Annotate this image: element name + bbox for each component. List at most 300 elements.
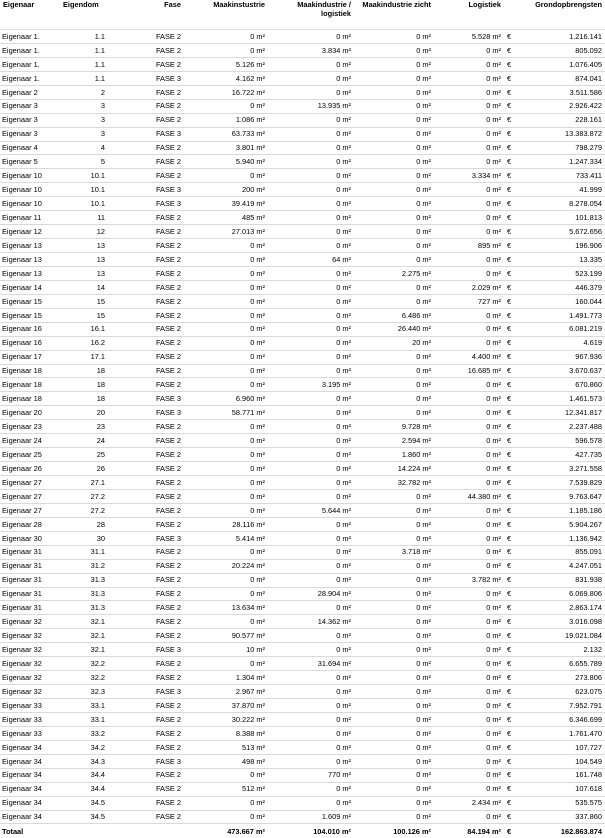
- header-maakindustrie: Maakinstustrie: [184, 0, 268, 30]
- cell-maakindustrie: 0 m²: [184, 489, 268, 503]
- cell-maakindustrie: 0 m²: [184, 420, 268, 434]
- cell-maakindustrie-logistiek: 0 m²: [268, 127, 354, 141]
- cell-fase: FASE 3: [108, 685, 184, 699]
- cell-currency: €: [504, 559, 524, 573]
- cell-property: 34.2: [60, 740, 108, 754]
- cell-owner: Eigenaar 16: [0, 322, 60, 336]
- table-row: [0, 531, 605, 545]
- cell-property: 27.1: [60, 476, 108, 490]
- cell-owner: Eigenaar 13: [0, 266, 60, 280]
- cell-logistiek: 0 m²: [434, 43, 504, 57]
- cell-property: 34.4: [60, 768, 108, 782]
- cell-fase: FASE 2: [108, 573, 184, 587]
- cell-owner: Eigenaar 32: [0, 685, 60, 699]
- cell-grondopbrengsten: 1.761.470: [524, 726, 605, 740]
- cell-logistiek: 0 m²: [434, 810, 504, 824]
- cell-currency: €: [504, 476, 524, 490]
- cell-maakindustrie-logistiek: 31.694 m²: [268, 657, 354, 671]
- cell-maakindustrie-logistiek: 14.362 m²: [268, 615, 354, 629]
- cell-maakindustrie-logistiek: 0 m²: [268, 57, 354, 71]
- cell-fase: FASE 2: [108, 155, 184, 169]
- cell-fase: FASE 3: [108, 71, 184, 85]
- cell-fase: FASE 2: [108, 113, 184, 127]
- cell-maakindustrie-zicht: 2.594 m²: [354, 434, 434, 448]
- cell-maakindustrie-logistiek: 0 m²: [268, 197, 354, 211]
- cell-fase: FASE 2: [108, 350, 184, 364]
- cell-logistiek: 895 m²: [434, 239, 504, 253]
- cell-owner: Eigenaar 34: [0, 768, 60, 782]
- cell-logistiek: 0 m²: [434, 462, 504, 476]
- cell-property: 24: [60, 434, 108, 448]
- cell-logistiek: 0 m²: [434, 211, 504, 225]
- cell-owner: Eigenaar 34: [0, 796, 60, 810]
- cell-grondopbrengsten: 733.411: [524, 169, 605, 183]
- cell-fase: FASE 2: [108, 545, 184, 559]
- cell-grondopbrengsten: 1.216.141: [524, 30, 605, 44]
- cell-maakindustrie-zicht: 0 m²: [354, 573, 434, 587]
- cell-maakindustrie: 1.086 m²: [184, 113, 268, 127]
- cell-maakindustrie-zicht: 0 m²: [354, 685, 434, 699]
- cell-currency: €: [504, 294, 524, 308]
- cell-maakindustrie-logistiek: 0 m²: [268, 225, 354, 239]
- cell-maakindustrie: 63.733 m²: [184, 127, 268, 141]
- cell-property: 14: [60, 280, 108, 294]
- total-label: Totaal: [0, 824, 60, 838]
- cell-maakindustrie-logistiek: 0 m²: [268, 392, 354, 406]
- cell-property: 31.1: [60, 545, 108, 559]
- cell-property: 32.1: [60, 643, 108, 657]
- table-row: [0, 462, 605, 476]
- cell-maakindustrie: 16.722 m²: [184, 85, 268, 99]
- cell-maakindustrie: 0 m²: [184, 322, 268, 336]
- cell-maakindustrie-zicht: 0 m²: [354, 392, 434, 406]
- cell-logistiek: 0 m²: [434, 754, 504, 768]
- cell-maakindustrie: 0 m²: [184, 768, 268, 782]
- header-property: Eigendom: [60, 0, 108, 30]
- cell-logistiek: 727 m²: [434, 294, 504, 308]
- cell-maakindustrie-logistiek: 0 m²: [268, 30, 354, 44]
- cell-owner: Eigenaar 3: [0, 99, 60, 113]
- cell-maakindustrie-zicht: 0 m²: [354, 615, 434, 629]
- table-row: [0, 239, 605, 253]
- cell-owner: Eigenaar 3: [0, 127, 60, 141]
- cell-grondopbrengsten: 4.247.051: [524, 559, 605, 573]
- cell-grondopbrengsten: 5.672.656: [524, 225, 605, 239]
- cell-logistiek: 0 m²: [434, 336, 504, 350]
- cell-logistiek: 2.434 m²: [434, 796, 504, 810]
- cell-grondopbrengsten: 427.735: [524, 448, 605, 462]
- cell-currency: €: [504, 531, 524, 545]
- cell-maakindustrie-logistiek: 0 m²: [268, 740, 354, 754]
- header-maakindustrie-zicht: Maakindustrie zicht: [354, 0, 434, 30]
- header-fase: Fase: [108, 0, 184, 30]
- cell-grondopbrengsten: 6.081.219: [524, 322, 605, 336]
- cell-fase: FASE 2: [108, 712, 184, 726]
- table-row: [0, 434, 605, 448]
- cell-owner: Eigenaar 32: [0, 629, 60, 643]
- cell-logistiek: 0 m²: [434, 85, 504, 99]
- cell-currency: €: [504, 378, 524, 392]
- cell-logistiek: 0 m²: [434, 685, 504, 699]
- cell-maakindustrie-logistiek: 770 m²: [268, 768, 354, 782]
- cell-owner: Eigenaar 28: [0, 517, 60, 531]
- cell-grondopbrengsten: 161.748: [524, 768, 605, 782]
- cell-maakindustrie-zicht: 0 m²: [354, 810, 434, 824]
- cell-maakindustrie-zicht: 20 m²: [354, 336, 434, 350]
- cell-owner: Eigenaar 32: [0, 657, 60, 671]
- cell-maakindustrie: 0 m²: [184, 169, 268, 183]
- cell-grondopbrengsten: 337.860: [524, 810, 605, 824]
- cell-maakindustrie-logistiek: 0 m²: [268, 406, 354, 420]
- table-row: [0, 406, 605, 420]
- cell-property: 32.2: [60, 657, 108, 671]
- cell-maakindustrie: 8.388 m²: [184, 726, 268, 740]
- table-row: [0, 685, 605, 699]
- cell-logistiek: 0 m²: [434, 141, 504, 155]
- cell-fase: FASE 2: [108, 671, 184, 685]
- table-body: [0, 30, 605, 824]
- cell-maakindustrie-logistiek: 0 m²: [268, 113, 354, 127]
- cell-fase: FASE 2: [108, 726, 184, 740]
- cell-grondopbrengsten: 3.016.098: [524, 615, 605, 629]
- cell-grondopbrengsten: 107.727: [524, 740, 605, 754]
- cell-maakindustrie-logistiek: 0 m²: [268, 155, 354, 169]
- cell-grondopbrengsten: 2.926.422: [524, 99, 605, 113]
- cell-currency: €: [504, 503, 524, 517]
- cell-maakindustrie-logistiek: 0 m²: [268, 476, 354, 490]
- cell-property: 16.2: [60, 336, 108, 350]
- cell-logistiek: 0 m²: [434, 392, 504, 406]
- cell-fase: FASE 2: [108, 768, 184, 782]
- cell-maakindustrie: 5.126 m²: [184, 57, 268, 71]
- table-row: [0, 280, 605, 294]
- cell-maakindustrie-zicht: 0 m²: [354, 559, 434, 573]
- cell-currency: €: [504, 85, 524, 99]
- cell-fase: FASE 2: [108, 657, 184, 671]
- cell-grondopbrengsten: 3.670.637: [524, 364, 605, 378]
- cell-maakindustrie: 0 m²: [184, 336, 268, 350]
- table-row: [0, 517, 605, 531]
- cell-maakindustrie-logistiek: 0 m²: [268, 350, 354, 364]
- cell-property: 20: [60, 406, 108, 420]
- table-row: [0, 643, 605, 657]
- cell-maakindustrie-logistiek: 0 m²: [268, 280, 354, 294]
- cell-grondopbrengsten: 13.383.872: [524, 127, 605, 141]
- cell-owner: Eigenaar 2: [0, 85, 60, 99]
- cell-logistiek: 0 m²: [434, 726, 504, 740]
- cell-maakindustrie-logistiek: 0 m²: [268, 559, 354, 573]
- cell-logistiek: 0 m²: [434, 657, 504, 671]
- cell-logistiek: 0 m²: [434, 503, 504, 517]
- cell-maakindustrie: 0 m²: [184, 280, 268, 294]
- cell-owner: Eigenaar 1.: [0, 30, 60, 44]
- cell-currency: €: [504, 322, 524, 336]
- cell-property: 28: [60, 517, 108, 531]
- cell-maakindustrie: 3.801 m²: [184, 141, 268, 155]
- cell-owner: Eigenaar 25: [0, 448, 60, 462]
- cell-owner: Eigenaar 16: [0, 336, 60, 350]
- cell-grondopbrengsten: 4.619: [524, 336, 605, 350]
- cell-grondopbrengsten: 7.539.829: [524, 476, 605, 490]
- table-row: [0, 754, 605, 768]
- cell-maakindustrie-logistiek: 0 m²: [268, 601, 354, 615]
- cell-maakindustrie-logistiek: 0 m²: [268, 294, 354, 308]
- cell-property: 1.1: [60, 30, 108, 44]
- cell-grondopbrengsten: 196.906: [524, 239, 605, 253]
- cell-currency: €: [504, 225, 524, 239]
- cell-currency: €: [504, 308, 524, 322]
- cell-grondopbrengsten: 12.341.817: [524, 406, 605, 420]
- cell-currency: €: [504, 699, 524, 713]
- cell-grondopbrengsten: 798.279: [524, 141, 605, 155]
- cell-currency: €: [504, 587, 524, 601]
- cell-maakindustrie-zicht: 0 m²: [354, 740, 434, 754]
- cell-owner: Eigenaar 4: [0, 141, 60, 155]
- cell-currency: €: [504, 113, 524, 127]
- cell-currency: €: [504, 796, 524, 810]
- cell-maakindustrie: 0 m²: [184, 503, 268, 517]
- cell-maakindustrie-zicht: 0 m²: [354, 782, 434, 796]
- cell-logistiek: 0 m²: [434, 155, 504, 169]
- cell-currency: €: [504, 545, 524, 559]
- cell-fase: FASE 2: [108, 85, 184, 99]
- cell-maakindustrie-logistiek: 28.904 m²: [268, 587, 354, 601]
- cell-maakindustrie: 0 m²: [184, 294, 268, 308]
- cell-fase: FASE 3: [108, 406, 184, 420]
- cell-maakindustrie: 0 m²: [184, 350, 268, 364]
- table-row: [0, 671, 605, 685]
- table-row: [0, 197, 605, 211]
- cell-maakindustrie-logistiek: 0 m²: [268, 671, 354, 685]
- cell-owner: Eigenaar 34: [0, 754, 60, 768]
- cell-maakindustrie: 4.162 m²: [184, 71, 268, 85]
- cell-property: 32.1: [60, 615, 108, 629]
- cell-logistiek: 0 m²: [434, 434, 504, 448]
- cell-grondopbrengsten: 1.185.186: [524, 503, 605, 517]
- cell-property: 31.3: [60, 587, 108, 601]
- cell-owner: Eigenaar 17: [0, 350, 60, 364]
- cell-maakindustrie: 6.960 m²: [184, 392, 268, 406]
- header-logistiek: Logistiek: [434, 0, 504, 30]
- cell-maakindustrie: 200 m²: [184, 183, 268, 197]
- cell-owner: Eigenaar 32: [0, 671, 60, 685]
- cell-maakindustrie-zicht: 0 m²: [354, 113, 434, 127]
- table-row: [0, 57, 605, 71]
- cell-maakindustrie-logistiek: 0 m²: [268, 796, 354, 810]
- cell-property: 2: [60, 85, 108, 99]
- cell-maakindustrie: 30.222 m²: [184, 712, 268, 726]
- cell-grondopbrengsten: 6.069.806: [524, 587, 605, 601]
- cell-owner: Eigenaar 14: [0, 280, 60, 294]
- cell-grondopbrengsten: 1.136.942: [524, 531, 605, 545]
- cell-grondopbrengsten: 831.938: [524, 573, 605, 587]
- cell-maakindustrie-zicht: 3.718 m²: [354, 545, 434, 559]
- cell-fase: FASE 2: [108, 336, 184, 350]
- cell-fase: FASE 2: [108, 364, 184, 378]
- cell-logistiek: 4.400 m²: [434, 350, 504, 364]
- cell-fase: FASE 2: [108, 503, 184, 517]
- cell-maakindustrie-logistiek: 13.935 m²: [268, 99, 354, 113]
- cell-maakindustrie-zicht: 0 m²: [354, 71, 434, 85]
- cell-maakindustrie-zicht: 0 m²: [354, 183, 434, 197]
- cell-currency: €: [504, 127, 524, 141]
- cell-currency: €: [504, 406, 524, 420]
- cell-currency: €: [504, 740, 524, 754]
- cell-fase: FASE 2: [108, 615, 184, 629]
- cell-fase: FASE 3: [108, 531, 184, 545]
- cell-owner: Eigenaar 32: [0, 643, 60, 657]
- total-currency: €: [504, 824, 524, 838]
- cell-maakindustrie: 0 m²: [184, 239, 268, 253]
- cell-fase: FASE 2: [108, 294, 184, 308]
- table-row: [0, 127, 605, 141]
- table-row: [0, 99, 605, 113]
- cell-property: 23: [60, 420, 108, 434]
- cell-maakindustrie: 0 m²: [184, 462, 268, 476]
- cell-maakindustrie: 0 m²: [184, 378, 268, 392]
- cell-logistiek: 0 m²: [434, 127, 504, 141]
- cell-fase: FASE 2: [108, 796, 184, 810]
- cell-owner: Eigenaar 27: [0, 476, 60, 490]
- header-owner: Eigenaar: [0, 0, 60, 30]
- cell-grondopbrengsten: 2.863.174: [524, 601, 605, 615]
- cell-currency: €: [504, 754, 524, 768]
- table-row: [0, 810, 605, 824]
- table-row: [0, 322, 605, 336]
- cell-currency: €: [504, 155, 524, 169]
- cell-grondopbrengsten: 13.335: [524, 253, 605, 267]
- cell-currency: €: [504, 671, 524, 685]
- table-row: [0, 155, 605, 169]
- cell-currency: €: [504, 30, 524, 44]
- cell-maakindustrie-zicht: 0 m²: [354, 30, 434, 44]
- table-row: [0, 336, 605, 350]
- cell-maakindustrie-zicht: 0 m²: [354, 294, 434, 308]
- cell-logistiek: 0 m²: [434, 476, 504, 490]
- cell-maakindustrie: 0 m²: [184, 573, 268, 587]
- cell-currency: €: [504, 643, 524, 657]
- cell-maakindustrie: 58.771 m²: [184, 406, 268, 420]
- cell-maakindustrie: 0 m²: [184, 448, 268, 462]
- cell-fase: FASE 2: [108, 740, 184, 754]
- cell-maakindustrie-logistiek: 0 m²: [268, 141, 354, 155]
- cell-fase: FASE 2: [108, 308, 184, 322]
- cell-maakindustrie-zicht: 0 m²: [354, 768, 434, 782]
- cell-maakindustrie-zicht: 0 m²: [354, 712, 434, 726]
- cell-fase: FASE 2: [108, 476, 184, 490]
- table-row: [0, 726, 605, 740]
- cell-grondopbrengsten: 41.999: [524, 183, 605, 197]
- cell-logistiek: 0 m²: [434, 378, 504, 392]
- cell-maakindustrie-zicht: 0 m²: [354, 378, 434, 392]
- table-row: [0, 796, 605, 810]
- cell-currency: €: [504, 350, 524, 364]
- cell-owner: Eigenaar 34: [0, 740, 60, 754]
- cell-maakindustrie-zicht: 0 m²: [354, 629, 434, 643]
- cell-maakindustrie-zicht: 2.275 m²: [354, 266, 434, 280]
- cell-maakindustrie-zicht: 0 m²: [354, 225, 434, 239]
- cell-owner: Eigenaar 1.: [0, 57, 60, 71]
- cell-logistiek: 0 m²: [434, 587, 504, 601]
- cell-grondopbrengsten: 104.549: [524, 754, 605, 768]
- cell-logistiek: 0 m²: [434, 57, 504, 71]
- cell-grondopbrengsten: 273.806: [524, 671, 605, 685]
- cell-logistiek: 0 m²: [434, 629, 504, 643]
- cell-grondopbrengsten: 596.578: [524, 434, 605, 448]
- cell-property: 34.3: [60, 754, 108, 768]
- table-row: [0, 740, 605, 754]
- cell-grondopbrengsten: 8.278.054: [524, 197, 605, 211]
- table-row: [0, 378, 605, 392]
- cell-currency: €: [504, 183, 524, 197]
- cell-fase: FASE 2: [108, 462, 184, 476]
- cell-fase: FASE 2: [108, 810, 184, 824]
- cell-grondopbrengsten: 9.763.647: [524, 489, 605, 503]
- cell-owner: Eigenaar 31: [0, 559, 60, 573]
- table-row: [0, 476, 605, 490]
- cell-property: 3: [60, 127, 108, 141]
- cell-property: 33.1: [60, 699, 108, 713]
- cell-maakindustrie-zicht: 0 m²: [354, 489, 434, 503]
- cell-owner: Eigenaar 13: [0, 239, 60, 253]
- cell-logistiek: 2.029 m²: [434, 280, 504, 294]
- table-row: [0, 503, 605, 517]
- cell-currency: €: [504, 239, 524, 253]
- cell-currency: €: [504, 420, 524, 434]
- cell-property: 32.3: [60, 685, 108, 699]
- cell-property: 17.1: [60, 350, 108, 364]
- table-row: [0, 85, 605, 99]
- cell-owner: Eigenaar 15: [0, 308, 60, 322]
- cell-logistiek: 0 m²: [434, 615, 504, 629]
- cell-grondopbrengsten: 535.575: [524, 796, 605, 810]
- cell-currency: €: [504, 573, 524, 587]
- cell-maakindustrie-zicht: 0 m²: [354, 531, 434, 545]
- cell-maakindustrie: 0 m²: [184, 43, 268, 57]
- cell-maakindustrie-logistiek: 0 m²: [268, 643, 354, 657]
- cell-maakindustrie-zicht: 9.728 m²: [354, 420, 434, 434]
- table-row: [0, 392, 605, 406]
- cell-maakindustrie: 13.634 m²: [184, 601, 268, 615]
- cell-grondopbrengsten: 3.271.558: [524, 462, 605, 476]
- cell-currency: €: [504, 211, 524, 225]
- cell-property: 18: [60, 364, 108, 378]
- table-row: [0, 253, 605, 267]
- cell-currency: €: [504, 448, 524, 462]
- cell-currency: €: [504, 810, 524, 824]
- cell-maakindustrie-logistiek: 5.644 m²: [268, 503, 354, 517]
- cell-property: 4: [60, 141, 108, 155]
- cell-fase: FASE 2: [108, 225, 184, 239]
- cell-fase: FASE 2: [108, 99, 184, 113]
- cell-maakindustrie: 0 m²: [184, 545, 268, 559]
- total-maakindustrie-zicht: 100.126 m²: [354, 824, 434, 838]
- cell-grondopbrengsten: 228.161: [524, 113, 605, 127]
- cell-maakindustrie: 5.414 m²: [184, 531, 268, 545]
- cell-maakindustrie-zicht: 0 m²: [354, 754, 434, 768]
- cell-property: 31.3: [60, 601, 108, 615]
- cell-maakindustrie-logistiek: 0 m²: [268, 489, 354, 503]
- cell-owner: Eigenaar 5: [0, 155, 60, 169]
- cell-maakindustrie-logistiek: 0 m²: [268, 434, 354, 448]
- table-row: [0, 712, 605, 726]
- cell-logistiek: 0 m²: [434, 768, 504, 782]
- cell-property: 25: [60, 448, 108, 462]
- cell-fase: FASE 2: [108, 266, 184, 280]
- cell-property: 27.2: [60, 503, 108, 517]
- cell-maakindustrie-zicht: 0 m²: [354, 43, 434, 57]
- cell-owner: Eigenaar 31: [0, 573, 60, 587]
